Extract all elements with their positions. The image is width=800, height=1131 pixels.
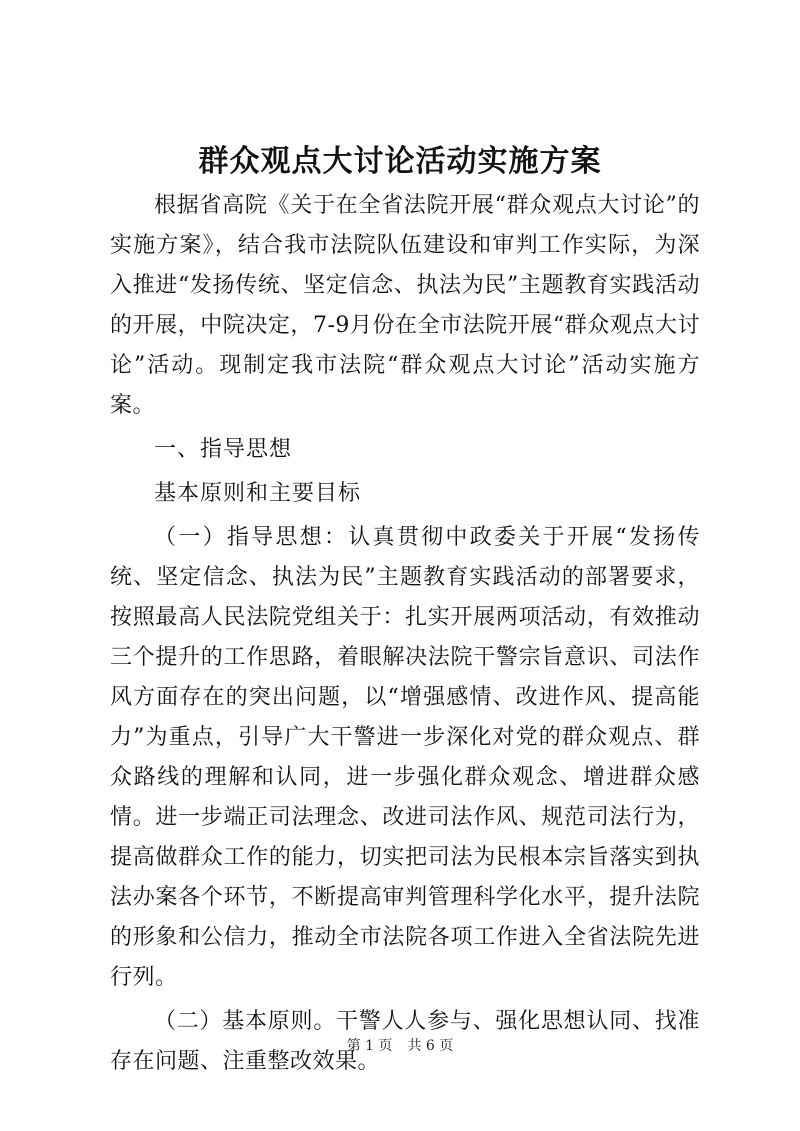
section-heading-guiding-ideology: 一、指导思想 [154, 437, 293, 462]
intro-paragraph: 根据省高院《关于在全省法院开展“群众观点大讨论”的实施方案》，结合我市法院队伍建设和审判工作实际，为深入推进“发扬传统、坚定信念、执法为民”主题教育实践活动的开展，中院决定，7-9月份在全市法院开展“群众观点大讨论”活动。现制定我市法院“群众观点大讨论”活动实施方案。 [110, 193, 700, 418]
paragraph-basic-principles: （二）基本原则。干警人人参与、强化思想认同、找准存在问题、注重整改效果。 [110, 1009, 700, 1074]
document-title: 群众观点大讨论活动实施方案 [198, 144, 602, 179]
page-footer [0, 1036, 800, 1056]
paragraph-guiding-ideology: （一）指导思想：认真贯彻中政委关于开展“发扬传统、坚定信念、执法为民”主题教育实践活动的部署要求，按照最高人民法院党组关于：扎实开展两项活动，有效推动三个提升的工作思路，着眼解决法院干警宗旨意识、司法作风方面存在的突出问题，以“增强感情、改进作风、提高能力”为重点，引导广大干警进一步深化对党的群众观点、群众路线的理解和认同，进一步强化群众观念、增进群众感情。进一步端正司法理念、改进司法作风、规范司法行为，提高做群众工作的能力，切实把司法为民根本宗旨落实到执法办案各个环节，不断提高审判管理科学化水平，提升法院的形象和公信力，推动全市法院各项工作进入全省法院先进行列。 [110, 525, 700, 990]
page-total: 共 6 页 [407, 1038, 454, 1054]
section-subheading-principles-goals: 基本原则和主要目标 [154, 481, 362, 506]
page-number: 第 1 页 [346, 1038, 393, 1054]
document-body [110, 186, 700, 1082]
